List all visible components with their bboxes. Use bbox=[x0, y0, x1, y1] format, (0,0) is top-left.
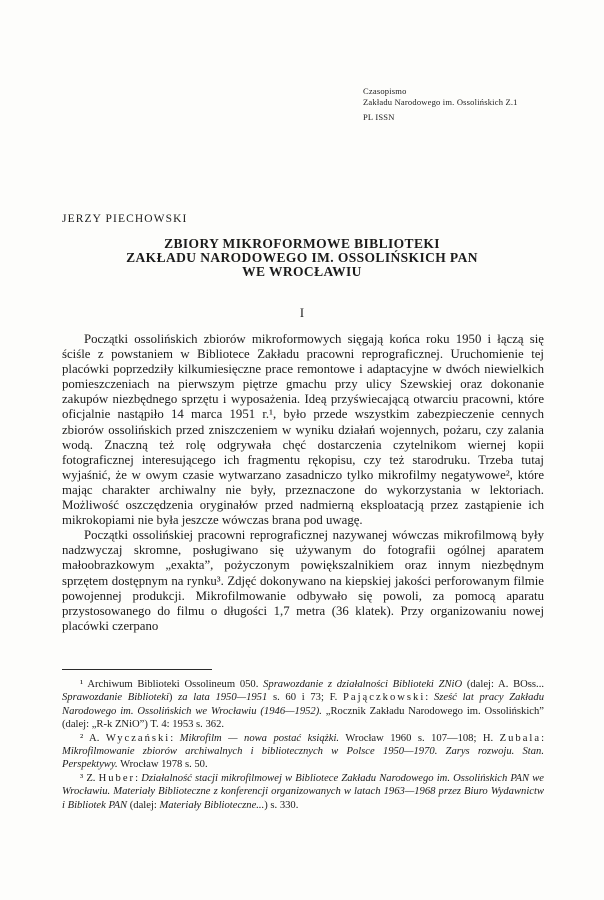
footnotes-block bbox=[62, 678, 544, 812]
footnote-segment: (dalej: bbox=[127, 799, 160, 811]
footnote-segment: Sześć lat pracy Zakładu Narodowego im. Ossolińskich we Wrocławiu (1946—1952). bbox=[62, 692, 545, 717]
article-body bbox=[62, 332, 544, 634]
footnote-segment: Wrocław 1978 s. 50. bbox=[117, 759, 208, 771]
footnote bbox=[62, 732, 544, 772]
footnote-segment: : bbox=[425, 692, 434, 704]
footnote-segment: ² A. bbox=[80, 732, 106, 744]
footnote-segment: ) bbox=[168, 692, 179, 704]
title-line: ZBIORY MIKROFORMOWE BIBLIOTEKI bbox=[164, 236, 440, 251]
footnote-segment: „Rocznik Zakładu Narodowego im. Ossolińskich” (dalej: „R-k ZNiO”) T. 4: 1953 s. 362. bbox=[62, 705, 544, 731]
body-paragraph: Początki ossolińskich zbiorów mikroformowych sięgają końca roku 1950 i łączą się ściśle z powstaniem w Bibliotece Zakładu pracowni reprograficznej. Uruchomienie tej placówki poprzedziły kilkumiesięczne prace remontowe i adaptacyjne w dwóch niewielkich pomieszczeniach na pierwszym piętrze gmachu przy ulicy Szewskiej oraz dokonanie zakupów niezbędnego sprzętu i wyposażenia. Ideą przyświecającą otwarciu pracowni, które oficjalnie nastąpiło 14 marca 1951 r.¹, było przede wszystkim zabezpieczenie cennych zbiorów ossolińskich przed zniszczeniem w wyniku działań wojennych, pożaru, czy zalania wodą. Znaczną też rolę odgrywała chęć dostarczenia czytelnikom wiernej kopii fotograficznej interesującego ich fragmentu rękopisu, czy też starodruku. Trzeba tutaj wyjaśnić, że w owym czasie wytwarzano zasadniczo tylko mikrofilmy negatywowe², które mając charakter archiwalny nie były, przeznaczone do wykorzystania w lektoriach. Możliwość oszczędzenia oryginałów przed nadmierną eksploatacją przez zastąpienie ich mikrokopiami nie była jeszcze wówczas brana pod uwagę. bbox=[62, 332, 544, 528]
footnote-segment: Sprawozdanie Biblioteki bbox=[62, 692, 169, 704]
footnote-segment: (dalej: A. BOss... bbox=[462, 679, 544, 690]
footnote-segment: Mikrofilm — nowa postać książki. bbox=[179, 732, 340, 744]
masthead-line-2: Zakładu Narodowego im. Ossolińskich Z.1 bbox=[363, 97, 518, 107]
article-title bbox=[61, 237, 543, 278]
footnote bbox=[62, 772, 544, 812]
section-numeral: I bbox=[299, 306, 305, 320]
footnote-segment: s. 60 i 73; F. bbox=[267, 692, 344, 704]
author-name: JERZY PIECHOWSKI bbox=[62, 213, 188, 225]
journal-masthead bbox=[363, 86, 518, 123]
footnote-segment: ) s. 330. bbox=[264, 799, 299, 811]
body-paragraph: Początki ossolińskiej pracowni reprograficznej nazywanej wówczas mikrofilmową były nadzwyczaj skromne, posługiwano się używanym do fotografii ogólnej aparatem małoobrazkowym „exakta”, pożyczonym powiększalnikiem oraz innym niezbędnym sprzętem dostępnym na rynku³. Zdjęć dokonywano na kiepskiej jakości perforowanym filmie powojennej produkcji. Mikrofilmowanie odbywało się powoli, za pomocą aparatu przystosowanego do filmu o długości 1,7 metra (36 klatek). Przy organizowaniu nowej placówki czerpano bbox=[62, 528, 544, 633]
footnote-segment: Wyczański bbox=[105, 732, 171, 744]
footnote-separator bbox=[62, 669, 212, 670]
title-line: ZAKŁADU NARODOWEGO IM. OSSOLIŃSKICH PAN bbox=[126, 249, 478, 265]
footnote-segment: za lata 1950—1951 bbox=[178, 692, 268, 704]
footnote-segment: Pajączkowski bbox=[343, 692, 426, 704]
title-line: WE WROCŁAWIU bbox=[242, 263, 362, 279]
footnote-segment: : bbox=[541, 732, 545, 744]
footnote-segment: ³ Z. bbox=[80, 772, 99, 784]
footnote-segment: Materiały Biblioteczne... bbox=[159, 799, 265, 811]
footnote bbox=[62, 678, 544, 732]
footnote-segment: Sprawozdanie z działalności Biblioteki ZNiO bbox=[263, 679, 463, 690]
footnote-segment: Mikrofilmowanie zbiorów archiwalnych i bibliotecznych w Polsce 1950—1970. Zarys rozwoju. Stan. Perspektywy. bbox=[62, 746, 544, 771]
masthead-line-1: Czasopismo bbox=[363, 86, 407, 96]
masthead-issn: PL ISSN bbox=[363, 112, 395, 122]
footnote-segment: Huber bbox=[98, 772, 136, 784]
footnote-segment: Zubala bbox=[499, 732, 542, 744]
footnote-segment: Wrocław 1960 s. 107—108; H. bbox=[339, 732, 500, 744]
footnote-segment: ¹ Archiwum Biblioteki Ossolineum 050. bbox=[80, 679, 264, 690]
footnote-segment: Działalność stacji mikrofilmowej w Bibliotece Zakładu Narodowego im. Ossolińskich PAN we Wrocławiu. Materiały Biblioteczne z konferencji organizowanych w latach 1963—1968 przez Biuro Wydawnictw i Bibliotek PAN bbox=[62, 772, 544, 811]
footnote-segment: : bbox=[170, 732, 180, 744]
footnote-segment: : bbox=[135, 772, 142, 784]
